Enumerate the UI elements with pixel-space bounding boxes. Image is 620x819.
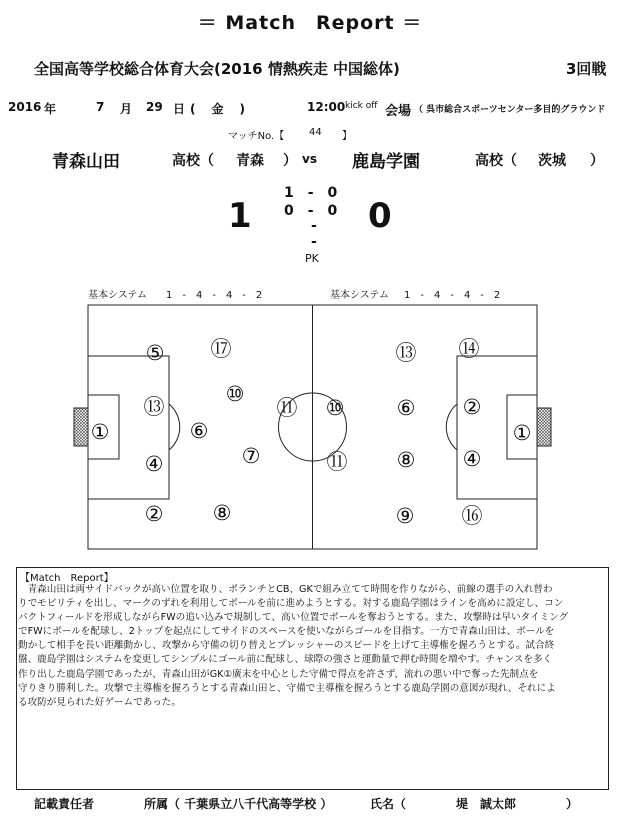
second-half-score: 0 - 0 [284, 203, 338, 219]
writer-name-close: ） [566, 797, 579, 811]
away-player-marker: ⑬ [395, 341, 417, 365]
away-team-suffix: 高校（ [475, 153, 517, 169]
extra-time-2: - [311, 234, 317, 250]
report-line: 作り出した鹿島学園であったが、青森山田がGK①廣末を中心とした守備で得点を許さず、流れの悪い中で奪った先制点を [18, 668, 539, 680]
home-score: 1 [228, 196, 252, 236]
match-no-close: 】 [342, 131, 352, 142]
home-player-marker: ⑰ [210, 337, 232, 361]
pk-label: PK [305, 252, 319, 265]
home-team-prefecture: 青森 [236, 153, 264, 169]
home-player-marker: ⑬ [143, 395, 165, 419]
home-penalty-arc [169, 404, 180, 450]
writer-affiliation: 所属（ 千葉県立八千代高等学校 ） [144, 797, 333, 811]
vs-label: vs [302, 152, 317, 166]
kickoff-time: 12:00 [307, 100, 346, 114]
venue-label: 会場 [385, 104, 412, 119]
kickoff-label: kick off [345, 101, 378, 111]
away-player-marker: ④ [462, 447, 482, 471]
home-team-close: ） [283, 153, 297, 169]
match-no-label: マッチNo.【 [228, 131, 285, 142]
writer-name-label: 氏名（ [370, 797, 407, 811]
away-system-label: 基本システム [330, 290, 389, 301]
away-formation: 1 - 4 - 4 - 2 [404, 290, 501, 301]
home-player-marker: ⑦ [241, 444, 261, 468]
date-day-unit: 日 [173, 102, 186, 116]
home-formation: 1 - 4 - 4 - 2 [166, 290, 263, 301]
home-team-suffix: 高校（ [172, 153, 214, 169]
extra-time-1: - [311, 218, 317, 234]
report-line: 青森山田は両サイドバックが高い位置を取り、ボランチとCB、GKで組み立てて時間を作りながら、前線の選手の入れ替わ [18, 584, 553, 595]
match-no-value: 44 [309, 127, 322, 138]
home-player-marker: ⑩ [225, 382, 245, 406]
home-player-marker: ① [90, 420, 110, 444]
away-score: 0 [368, 196, 392, 236]
page-title: ＝ Match Report ＝ [197, 12, 423, 34]
away-player-marker: ⑭ [458, 337, 480, 361]
report-line: でFWにボールを配球し、2トップを起点にしてサイドのスペースを使いながらゴールを目指す。一方で青森山田は、ボールを [18, 626, 555, 638]
date-year-unit: 年 [44, 102, 57, 116]
away-player-marker: ① [512, 421, 532, 445]
tournament-name: 全国高等学校総合体育大会(2016 情熱疾走 中国総体) [34, 60, 400, 78]
away-player-marker: ⑩ [325, 396, 345, 420]
away-team-name: 鹿島学園 [352, 152, 420, 172]
away-team-close: ） [590, 153, 604, 169]
round-label: 3回戦 [566, 60, 607, 78]
away-player-marker: ⑨ [395, 504, 415, 528]
away-player-marker: ⑥ [396, 396, 416, 420]
report-line: 盤、鹿島学園はシステムを変更してシンプルにゴール前に配球し、球際の強さと運動量で押む時間を増やす。チャンスを多く [18, 654, 553, 666]
home-player-marker: ④ [144, 452, 164, 476]
home-player-marker: ② [144, 502, 164, 526]
date-month-unit: 月 [120, 102, 133, 116]
report-line: 動かして相手を長い距離動かし、攻撃から守備の切り替えとプレッシャーのスピードを上げて主導権を握ろうとする。試合終 [18, 640, 555, 652]
date-year: 2016 [8, 100, 42, 114]
report-line: パクトフィールドを形成しながらFWの追い込みで規制して、高い位置でボールを奪おうとする。また、攻撃時は早いタイミング [18, 612, 569, 624]
date-month: 7 [96, 100, 105, 114]
away-player-marker: ⑯ [461, 504, 483, 528]
report-text [18, 583, 603, 710]
home-player-marker: ⑧ [212, 501, 232, 525]
away-player-marker: ⑪ [326, 450, 348, 474]
report-line: りでモビリティを出し、マークのずれを利用してボールを前に進めようとする。対する鹿島学園はラインを高めに設定し、コン [18, 598, 564, 610]
home-system-label: 基本システム [88, 290, 147, 301]
venue-name: （ 呉市総合スポーツセンター多目的グラウンド [414, 105, 606, 115]
report-line: 守りきり勝利した。攻撃で主導権を握ろうとする青森山田と、守備で主導権を握ろうとする鹿島学園の意図が現れ、それによ [18, 682, 556, 694]
away-player-marker: ⑧ [396, 448, 416, 472]
away-goal-net [537, 408, 551, 446]
home-goal-net [74, 408, 88, 446]
writer-name: 堤 誠太郎 [456, 797, 517, 811]
home-player-marker: ⑤ [145, 341, 165, 365]
away-penalty-arc [446, 404, 457, 450]
home-team-name: 青森山田 [52, 152, 120, 172]
date-weekday: ( 金 ) [190, 102, 247, 116]
away-player-marker: ② [462, 395, 482, 419]
report-line: る攻防が見られた好ゲームであった。 [18, 696, 181, 708]
date-day: 29 [146, 100, 163, 114]
home-player-marker: ⑥ [189, 419, 209, 443]
writer-label: 記載責任者 [34, 797, 95, 811]
home-player-marker: ⑪ [276, 396, 298, 420]
first-half-score: 1 - 0 [284, 185, 338, 201]
report-label: 【Match Report】 [20, 573, 114, 584]
away-team-prefecture: 茨城 [538, 153, 566, 169]
